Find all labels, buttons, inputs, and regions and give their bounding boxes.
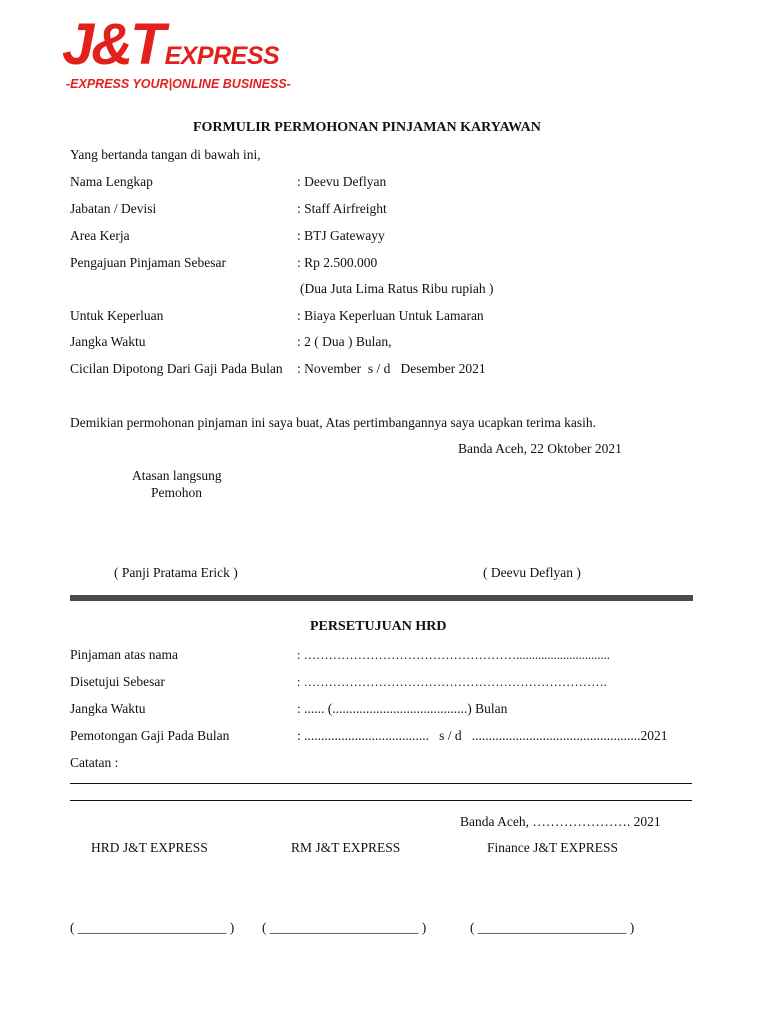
row-value: : Deevu Deflyan	[297, 174, 387, 189]
row-label: Jangka Waktu	[70, 334, 146, 349]
applicant-label: Pemohon	[151, 485, 203, 500]
hrd-title: PERSETUJUAN HRD	[310, 619, 447, 634]
hrd-place-date: Banda Aceh, …………………. 2021	[460, 814, 661, 829]
row-label: Untuk Keperluan	[70, 308, 164, 323]
jnt-logo	[62, 14, 279, 76]
signature-line-rm: ( ______________________ )	[262, 920, 427, 935]
form-title: FORMULIR PERMOHONAN PINJAMAN KARYAWAN	[193, 120, 541, 135]
row-value: : 2 ( Dua ) Bulan,	[297, 334, 392, 349]
row-value: : November s / d Desember 2021	[297, 361, 486, 376]
hrd-row-value: : ……………………………………………………………….	[297, 675, 607, 689]
section-divider	[70, 595, 693, 601]
row-value: : Staff Airfreight	[297, 201, 387, 216]
row-label: Jabatan / Devisi	[70, 201, 157, 216]
row-label: Nama Lengkap	[70, 174, 153, 189]
hrd-row-label: Jangka Waktu	[70, 701, 146, 716]
closing-text: Demikian permohonan pinjaman ini saya buat, Atas pertimbangannya saya ucapkan terima kasih.	[70, 415, 596, 430]
applicant-name: ( Deevu Deflyan )	[483, 565, 581, 580]
hrd-row-value: : ...... (........................................) Bulan	[297, 701, 508, 716]
row-value: : BTJ Gatewayy	[297, 228, 385, 243]
hrd-row-value: : ……………………………………………..............................	[297, 648, 610, 662]
signer-rm: RM J&T EXPRESS	[291, 840, 401, 855]
hrd-row-label: Pinjaman atas nama	[70, 647, 178, 662]
row-label: Area Kerja	[70, 228, 130, 243]
hrd-row-label: Disetujui Sebesar	[70, 674, 165, 689]
place-date: Banda Aceh, 22 Oktober 2021	[458, 441, 622, 456]
row-value: : Rp 2.500.000	[297, 255, 378, 270]
hrd-row-value: : ..................................... s / d ..................................................2021	[297, 728, 668, 743]
row-value: : Biaya Keperluan Untuk Lamaran	[297, 308, 484, 323]
logo-brand: J&T	[62, 12, 163, 77]
amount-in-words: (Dua Juta Lima Ratus Ribu rupiah )	[300, 281, 494, 296]
row-label: Cicilan Dipotong Dari Gaji Pada Bulan	[70, 361, 283, 376]
row-label: Pengajuan Pinjaman Sebesar	[70, 255, 226, 270]
signature-line-hrd: ( ______________________ )	[70, 920, 235, 935]
signer-finance: Finance J&T EXPRESS	[487, 840, 619, 855]
supervisor-label: Atasan langsung	[132, 468, 222, 483]
form-intro: Yang bertanda tangan di bawah ini,	[70, 147, 261, 162]
hrd-row-label: Pemotongan Gaji Pada Bulan	[70, 728, 230, 743]
logo-tagline: -EXPRESS YOUR|ONLINE BUSINESS-	[66, 77, 291, 91]
logo-express: EXPRESS	[164, 42, 280, 70]
notes-label: Catatan :	[70, 755, 119, 770]
notes-line	[70, 800, 692, 801]
signer-hrd: HRD J&T EXPRESS	[91, 840, 208, 855]
signature-line-finance: ( ______________________ )	[470, 920, 635, 935]
supervisor-name: ( Panji Pratama Erick )	[114, 565, 238, 580]
notes-line	[70, 783, 692, 784]
